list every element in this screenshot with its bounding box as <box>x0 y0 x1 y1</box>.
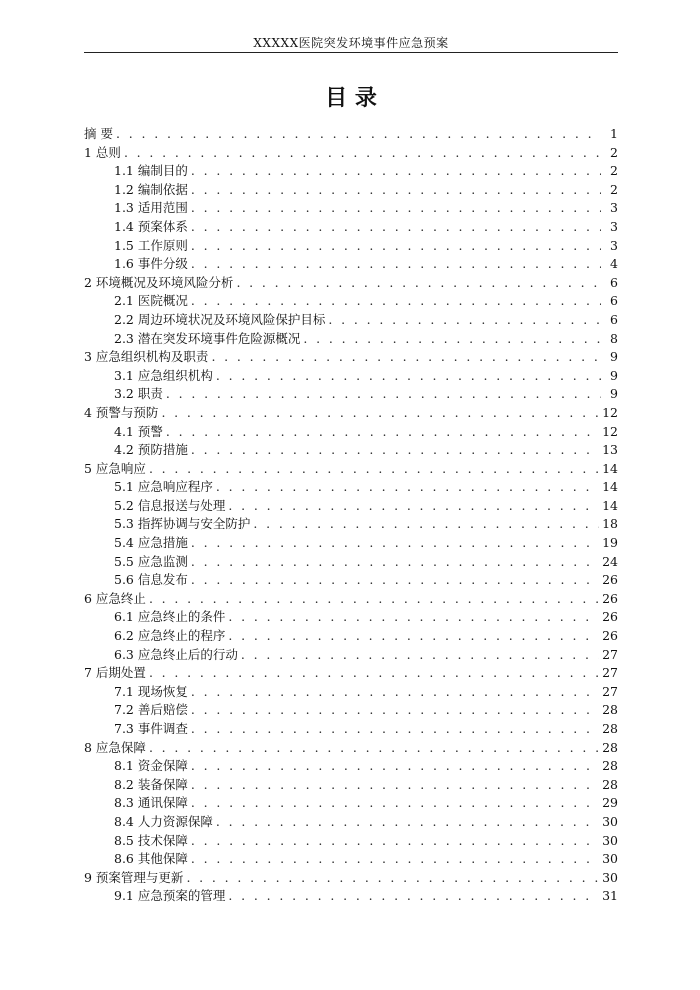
toc-entry-page-number: 3 <box>610 237 618 253</box>
toc-entry[interactable] <box>84 832 618 851</box>
toc-dot-leader <box>191 832 599 851</box>
toc-dot-leader <box>191 553 599 572</box>
toc-entry[interactable] <box>84 162 618 181</box>
toc-entry-label: 2 环境概况及环境风险分析 <box>84 274 234 290</box>
toc-entry-page-number: 27 <box>602 646 618 662</box>
toc-entry-label: 5.5 应急监测 <box>114 553 188 569</box>
toc-entry-page-number: 28 <box>602 758 618 774</box>
toc-dot-leader <box>216 813 599 832</box>
toc-entry[interactable] <box>84 255 618 274</box>
toc-entry-page-number: 27 <box>602 665 618 681</box>
toc-entry-label: 6.3 应急终止后的行动 <box>114 646 238 662</box>
toc-dot-leader <box>191 218 601 237</box>
toc-entry[interactable] <box>84 497 618 516</box>
toc-entry-label: 1.2 编制依据 <box>114 181 188 197</box>
toc-entry-page-number: 3 <box>610 218 618 234</box>
toc-entry-label: 8.6 其他保障 <box>114 851 188 867</box>
toc-dot-leader <box>191 720 599 739</box>
toc-entry[interactable] <box>84 348 618 367</box>
toc-entry[interactable] <box>84 850 618 869</box>
toc-entry-label: 8.1 资金保障 <box>114 758 188 774</box>
toc-entry[interactable] <box>84 404 618 423</box>
toc-entry-label: 1.1 编制目的 <box>114 163 188 179</box>
toc-dot-leader <box>191 441 599 460</box>
toc-dot-leader <box>216 367 601 386</box>
toc-entry[interactable] <box>84 292 618 311</box>
toc-entry[interactable] <box>84 441 618 460</box>
toc-dot-leader <box>191 701 599 720</box>
toc-entry-page-number: 30 <box>602 851 618 867</box>
toc-dot-leader <box>191 292 601 311</box>
toc-entry-label: 4.2 预防措施 <box>114 442 188 458</box>
toc-entry-label: 摘 要 <box>84 126 113 141</box>
toc-entry-page-number: 13 <box>602 442 618 458</box>
toc-entry[interactable] <box>84 646 618 665</box>
toc-entry-label: 8.4 人力资源保障 <box>114 813 213 829</box>
toc-entry[interactable] <box>84 794 618 813</box>
toc-dot-leader <box>191 199 601 218</box>
toc-entry-page-number: 9 <box>610 386 618 402</box>
toc-entry-label: 4 预警与预防 <box>84 404 159 420</box>
toc-entry-page-number: 26 <box>602 609 618 625</box>
toc-entry[interactable] <box>84 478 618 497</box>
toc-entry-page-number: 14 <box>602 497 618 513</box>
toc-entry-page-number: 18 <box>602 516 618 532</box>
toc-entry[interactable] <box>84 423 618 442</box>
toc-entry-page-number: 2 <box>610 181 618 197</box>
toc-entry-page-number: 9 <box>610 367 618 383</box>
toc-dot-leader <box>191 534 599 553</box>
toc-entry-label: 3.2 职责 <box>114 386 163 402</box>
toc-entry-label: 1.4 预案体系 <box>114 218 188 234</box>
toc-entry-page-number: 19 <box>602 535 618 551</box>
toc-entry[interactable] <box>84 887 618 906</box>
toc-entry[interactable] <box>84 311 618 330</box>
toc-entry-label: 1.5 工作原则 <box>114 237 188 253</box>
toc-entry[interactable] <box>84 608 618 627</box>
toc-entry[interactable] <box>84 739 618 758</box>
toc-dot-leader <box>149 664 599 683</box>
toc-dot-leader <box>191 255 601 274</box>
toc-entry-label: 8.5 技术保障 <box>114 832 188 848</box>
header-rule <box>84 52 618 53</box>
toc-entry[interactable] <box>84 330 618 349</box>
page-header: XXXXX医院突发环境事件应急预案 <box>253 36 449 50</box>
toc-entry-label: 2.1 医院概况 <box>114 293 188 309</box>
toc-dot-leader <box>228 497 599 516</box>
toc-entry-page-number: 26 <box>602 628 618 644</box>
toc-entry-label: 5 应急响应 <box>84 460 146 476</box>
toc-entry-page-number: 28 <box>602 776 618 792</box>
toc-entry-page-number: 27 <box>602 683 618 699</box>
toc-entry-page-number: 12 <box>602 404 618 420</box>
toc-dot-leader <box>328 311 601 330</box>
toc-entry-label: 1 总则 <box>84 144 121 160</box>
toc-dot-leader <box>241 646 599 665</box>
toc-entry-page-number: 28 <box>602 739 618 755</box>
toc-entry[interactable] <box>84 125 618 144</box>
toc-dot-leader <box>211 348 601 367</box>
toc-entry[interactable] <box>84 199 618 218</box>
toc-entry-page-number: 14 <box>602 479 618 495</box>
toc-entry-page-number: 26 <box>602 590 618 606</box>
toc-dot-leader <box>161 404 599 423</box>
toc-entry-label: 4.1 预警 <box>114 423 163 439</box>
toc-entry-page-number: 30 <box>602 832 618 848</box>
toc-dot-leader <box>191 757 599 776</box>
toc-title: 目 录 <box>325 85 377 111</box>
toc-entry-page-number: 12 <box>602 423 618 439</box>
toc-dot-leader <box>228 627 599 646</box>
toc-entry-page-number: 30 <box>602 869 618 885</box>
toc-entry[interactable] <box>84 590 618 609</box>
toc-dot-leader <box>228 608 599 627</box>
toc-entry-label: 5.1 应急响应程序 <box>114 479 213 495</box>
toc-entry-label: 6 应急终止 <box>84 590 146 606</box>
toc-entry[interactable] <box>84 813 618 832</box>
toc-entry[interactable] <box>84 218 618 237</box>
toc-entry-page-number: 26 <box>602 572 618 588</box>
toc-dot-leader <box>303 330 601 349</box>
toc-dot-leader <box>116 125 601 144</box>
toc-entry-page-number: 3 <box>610 200 618 216</box>
toc-entry-label: 8.2 装备保障 <box>114 776 188 792</box>
toc-entry-page-number: 30 <box>602 813 618 829</box>
toc-entry-page-number: 24 <box>602 553 618 569</box>
toc-entry-label: 7 后期处置 <box>84 665 146 681</box>
toc-dot-leader <box>228 887 599 906</box>
toc-dot-leader <box>191 237 601 256</box>
toc-entry-label: 8.3 通讯保障 <box>114 795 188 811</box>
toc-entry-label: 9 预案管理与更新 <box>84 869 184 885</box>
toc-entry-label: 7.1 现场恢复 <box>114 683 188 699</box>
toc-entry-page-number: 2 <box>610 144 618 160</box>
toc-entry[interactable] <box>84 367 618 386</box>
toc-dot-leader <box>191 794 599 813</box>
toc-entry-page-number: 28 <box>602 702 618 718</box>
toc-dot-leader <box>124 144 601 163</box>
toc-entry[interactable] <box>84 534 618 553</box>
toc-entry-page-number: 1 <box>610 126 618 141</box>
toc-entry[interactable] <box>84 571 618 590</box>
toc-entry-page-number: 29 <box>602 795 618 811</box>
toc-dot-leader <box>236 274 601 293</box>
toc-entry-label: 5.6 信息发布 <box>114 572 188 588</box>
toc-dot-leader <box>191 571 599 590</box>
toc-entry-page-number: 6 <box>610 293 618 309</box>
toc-entry[interactable] <box>84 627 618 646</box>
toc-entry-label: 5.3 指挥协调与安全防护 <box>114 516 251 532</box>
toc-entry-label: 9.1 应急预案的管理 <box>114 888 226 904</box>
toc-dot-leader <box>186 869 599 888</box>
toc-entry[interactable] <box>84 683 618 702</box>
toc-entry-label: 6.2 应急终止的程序 <box>114 628 226 644</box>
toc-dot-leader <box>191 850 599 869</box>
toc-entry[interactable] <box>84 274 618 293</box>
toc-entry-label: 7.2 善后赔偿 <box>114 702 188 718</box>
toc-entry-page-number: 28 <box>602 721 618 736</box>
toc-entry[interactable] <box>84 757 618 776</box>
toc-entry[interactable] <box>84 515 618 534</box>
toc-entry-label: 7.3 事件调查 <box>114 721 188 736</box>
toc-entry-label: 1.6 事件分级 <box>114 256 188 272</box>
toc-entry[interactable] <box>84 144 618 163</box>
toc-entry-label: 3.1 应急组织机构 <box>114 367 213 383</box>
toc-entry-page-number: 8 <box>610 330 618 346</box>
toc-dot-leader <box>149 460 599 479</box>
toc-dot-leader <box>253 515 599 534</box>
toc-entry[interactable] <box>84 181 618 200</box>
toc-entry[interactable] <box>84 664 618 683</box>
toc-entry[interactable] <box>84 385 618 404</box>
toc-entry-page-number: 6 <box>610 311 618 327</box>
toc-entry[interactable] <box>84 776 618 795</box>
toc-entry[interactable] <box>84 869 618 888</box>
toc-entry-label: 5.2 信息报送与处理 <box>114 497 226 513</box>
toc-entry[interactable] <box>84 720 618 739</box>
toc-entry-page-number: 14 <box>602 460 618 476</box>
toc-dot-leader <box>191 162 601 181</box>
toc-dot-leader <box>191 181 601 200</box>
toc-entry-label: 3 应急组织机构及职责 <box>84 349 209 365</box>
toc-entry-label: 2.2 周边环境状况及环境风险保护目标 <box>114 311 326 327</box>
toc-entry-page-number: 2 <box>610 163 618 179</box>
toc-dot-leader <box>191 683 599 702</box>
toc-entry-page-number: 6 <box>610 274 618 290</box>
toc-dot-leader <box>149 739 599 758</box>
toc-entry[interactable] <box>84 237 618 256</box>
toc-entry-label: 5.4 应急措施 <box>114 535 188 551</box>
toc-entry-label: 8 应急保障 <box>84 739 146 755</box>
toc-entry-label: 6.1 应急终止的条件 <box>114 609 226 625</box>
table-of-contents <box>84 125 618 906</box>
toc-dot-leader <box>149 590 599 609</box>
toc-dot-leader <box>166 423 599 442</box>
toc-dot-leader <box>191 776 599 795</box>
toc-entry-label: 2.3 潜在突发环境事件危险源概况 <box>114 330 301 346</box>
toc-entry-page-number: 9 <box>610 349 618 365</box>
toc-dot-leader <box>166 385 601 404</box>
toc-dot-leader <box>216 478 599 497</box>
toc-entry-label: 1.3 适用范围 <box>114 200 188 216</box>
toc-entry[interactable] <box>84 460 618 479</box>
toc-entry-page-number: 4 <box>610 256 618 272</box>
toc-entry[interactable] <box>84 553 618 572</box>
toc-entry-page-number: 31 <box>602 888 618 904</box>
toc-entry[interactable] <box>84 701 618 720</box>
